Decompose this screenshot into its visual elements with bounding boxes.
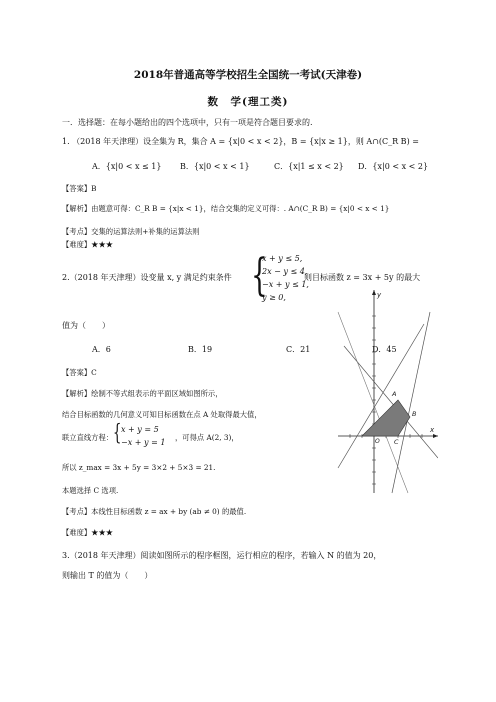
question-1-option-b: B．{x|0 < x < 1} <box>180 162 250 171</box>
constraint-4: y ≥ 0, <box>262 293 286 302</box>
page-title: 2018年普通高等学校招生全国统一考试(天津卷) <box>133 69 363 81</box>
y-axis-arrow <box>372 290 376 295</box>
question-3-stem-1: 3.（2018 年天津理）阅读如图所示的程序框图，运行相应的程序，若输入 N 的值为 20， <box>62 551 382 560</box>
question-1-option-d: D．{x|0 < x < 2} <box>358 162 429 171</box>
question-1-point: 【考点】交集的运算法则+补集的运算法则 <box>62 227 200 236</box>
point-a-label: A <box>392 390 397 398</box>
question-1-difficulty: 【难度】★★★ <box>62 240 114 249</box>
question-1-option-a: A．{x|0 < x ≤ 1} <box>92 162 162 171</box>
question-2-analysis-1: 【解析】绘制不等式组表示的平面区域如图所示， <box>62 389 223 398</box>
point-b-label: B <box>412 410 417 418</box>
page-subtitle: 数 学(理工类) <box>207 96 289 108</box>
system-equation-2: −x + y = 1 <box>121 438 166 447</box>
constraint-brace: { <box>251 250 268 301</box>
question-1-analysis: 【解析】由题意可得：C_R B = {x|x < 1}，结合交集的定义可得：. A∩(C_R B) = {x|0 < x < 1} <box>62 204 390 213</box>
feasible-region <box>362 400 410 436</box>
constraint-2: 2x − y ≤ 4, <box>262 267 308 276</box>
question-1-stem: 1. （2018 年天津理）设全集为 R，集合 A = {x|0 < x < 2}，B = {x|x ≥ 1}，则 A∩(C_R B) = <box>62 137 419 146</box>
question-2-analysis-3-post: ，可得点 A(2, 3)， <box>175 433 239 442</box>
question-1-answer: 【答案】B <box>62 184 97 193</box>
question-2-option-d: D．45 <box>372 345 397 354</box>
question-2-difficulty: 【难度】★★★ <box>62 528 114 537</box>
x-axis-arrow <box>433 434 438 438</box>
question-2-stem-end: 值为（ ） <box>62 321 110 330</box>
feasible-region-figure <box>334 282 438 494</box>
system-brace: { <box>113 421 122 446</box>
question-2-option-c: C．21 <box>286 345 311 354</box>
question-2-analysis-3: 联立直线方程： <box>62 433 114 442</box>
section-heading: 一．选择题：在每小题给出的四个选项中，只有一项是符合题目要求的. <box>62 118 313 127</box>
question-2-stem-post: 则目标函数 z = 3x + 5y 的最大 <box>304 273 421 282</box>
question-2-point: 【考点】本线性目标函数 z = ax + by (ab ≠ 0) 的最值. <box>62 507 247 516</box>
line-x-plus-y-5 <box>344 346 438 458</box>
constraint-3: −x + y ≤ 1, <box>262 280 309 289</box>
question-1-option-c: C．{x|1 ≤ x < 2} <box>274 162 344 171</box>
question-2-answer: 【答案】C <box>62 368 97 377</box>
point-c-label: C <box>394 438 399 446</box>
x-axis-label: x <box>430 426 435 434</box>
question-2-analysis-5: 本题选择 C 选项. <box>62 486 119 495</box>
question-2-analysis-4: 所以 z_max = 3x + 5y = 3×2 + 5×3 = 21. <box>62 463 216 472</box>
constraint-1: x + y ≤ 5, <box>262 254 303 263</box>
question-2-option-b: B．19 <box>188 345 213 354</box>
question-2-analysis-2: 结合目标函数的几何意义可知目标函数在点 A 处取得最大值， <box>62 410 262 419</box>
origin-label: O <box>375 438 380 445</box>
system-equation-1: x + y = 5 <box>121 425 159 434</box>
question-2-option-a: A．6 <box>92 345 111 354</box>
question-2-stem-pre: 2.（2018 年天津理）设变量 x, y 满足约束条件 <box>62 273 232 282</box>
question-3-stem-2: 则输出 T 的值为（ ） <box>62 571 153 580</box>
y-axis-label: y <box>377 291 382 299</box>
